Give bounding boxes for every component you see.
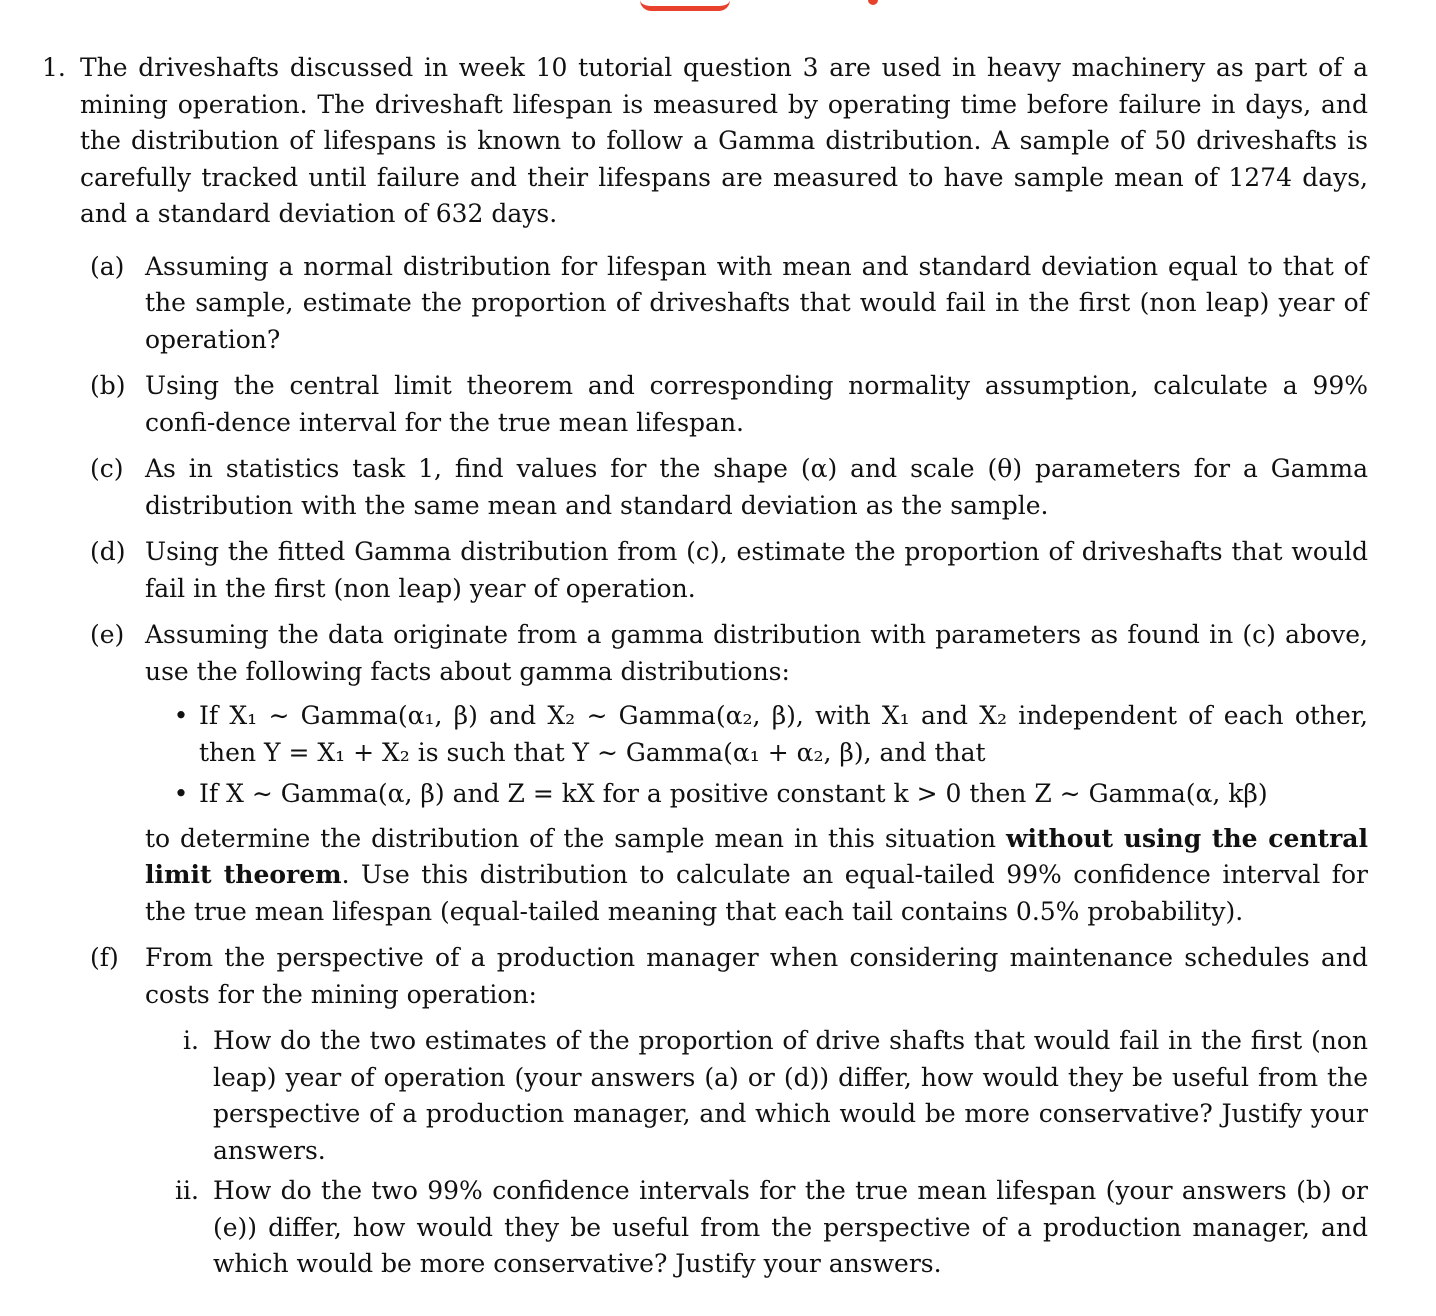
part-body [145, 617, 1368, 930]
fact-item-2 [163, 776, 1368, 813]
heading-fragment [640, 0, 730, 11]
part-text: Using the central limit theorem and corresponding normality assumption, calculate a 99% confi-dence interval for the true mean lifespan. [145, 371, 1368, 437]
part-a [90, 249, 1368, 359]
part-f-intro: From the perspective of a production manager when considering maintenance schedules and costs for the mining operation: [145, 943, 1368, 1009]
subquestion-label: i. [183, 1026, 199, 1055]
heading-fragment-2 [868, 0, 878, 5]
part-e-intro: Assuming the data originate from a gamma distribution with parameters as found in (c) above, use the following facts about gamma distributions: [145, 620, 1368, 686]
part-b [90, 368, 1368, 441]
part-label: (d) [90, 537, 126, 566]
part-c [90, 451, 1368, 524]
outro-bold: without using the central limit theorem [145, 823, 1368, 889]
subquestion-i [159, 1023, 1368, 1169]
part-label: (b) [90, 371, 126, 400]
part-text: As in statistics task 1, find values for the shape (α) and scale (θ) parameters for a Gamma distribution with the same mean and standard deviation as the sample. [145, 454, 1368, 520]
part-d [90, 534, 1368, 607]
bullet-icon: • [173, 779, 189, 808]
part-label: (e) [90, 620, 125, 649]
question-number: 1. [42, 53, 66, 82]
part-e-outro [145, 821, 1368, 931]
bullet-icon: • [173, 701, 189, 730]
part-text: Assuming a normal distribution for lifespan with mean and standard deviation equal to that of the sample, estimate the proportion of driveshafts that would fail in the first (non leap) year of operation? [145, 251, 1368, 354]
subquestion-ii [159, 1173, 1368, 1283]
subquestion-label: ii. [175, 1176, 199, 1205]
subquestion-list [159, 1023, 1368, 1283]
fact-item-1 [163, 698, 1368, 771]
part-text: Using the fitted Gamma distribution from (c), estimate the proportion of driveshafts that would fail in the first (non leap) year of operation. [145, 537, 1368, 603]
part-f [90, 940, 1368, 1287]
outro-post: . Use this distribution to calculate an equal-tailed 99% confidence interval for the true mean lifespan (equal-tailed meaning that each tail contains 0.5% probability). [145, 860, 1368, 926]
question-intro: The driveshafts discussed in week 10 tutorial question 3 are used in heavy machinery as part of a mining operation. The driveshaft lifespan is measured by operating time before failure in days, and the distribution of lifespans is known to follow a Gamma distribution. A sample of 50 driveshafts is carefully tracked until failure and their lifespans are measured to have sample mean of 1274 days, and a standard deviation of 632 days. [80, 53, 1368, 228]
outro-pre: to determine the distribution of the sample mean in this situation [145, 823, 1006, 853]
fact-text: If X₁ ∼ Gamma(α₁, β) and X₂ ∼ Gamma(α₂, β), with X₁ and X₂ independent of each other, then Y = X₁ + X₂ is such that Y ∼ Gamma(α₁ + α₂, β), and that [199, 701, 1368, 767]
fact-text: If X ∼ Gamma(α, β) and Z = kX for a positive constant k > 0 then Z ∼ Gamma(α, kβ) [199, 779, 1268, 808]
subquestion-text: How do the two estimates of the proportion of drive shafts that would fail in the first (non leap) year of operation (your answers (a) or (d)) differ, how would they be useful from the perspective of a production manager, and which would be more conservative? Justify your answers. [213, 1026, 1368, 1165]
subquestion-text: How do the two 99% confidence intervals for the true mean lifespan (your answers (b) or (e)) differ, how would they be useful from the perspective of a production manager, and which would be more conservative? Justify your answers. [213, 1176, 1368, 1278]
question-parts [90, 249, 1368, 1287]
question-1 [42, 50, 1368, 233]
part-label: (c) [90, 454, 124, 483]
part-label: (a) [90, 251, 125, 281]
part-e [90, 617, 1368, 930]
fact-list [163, 698, 1368, 813]
part-body [145, 940, 1368, 1287]
document [42, 50, 1368, 1297]
part-label: (f) [90, 943, 119, 972]
